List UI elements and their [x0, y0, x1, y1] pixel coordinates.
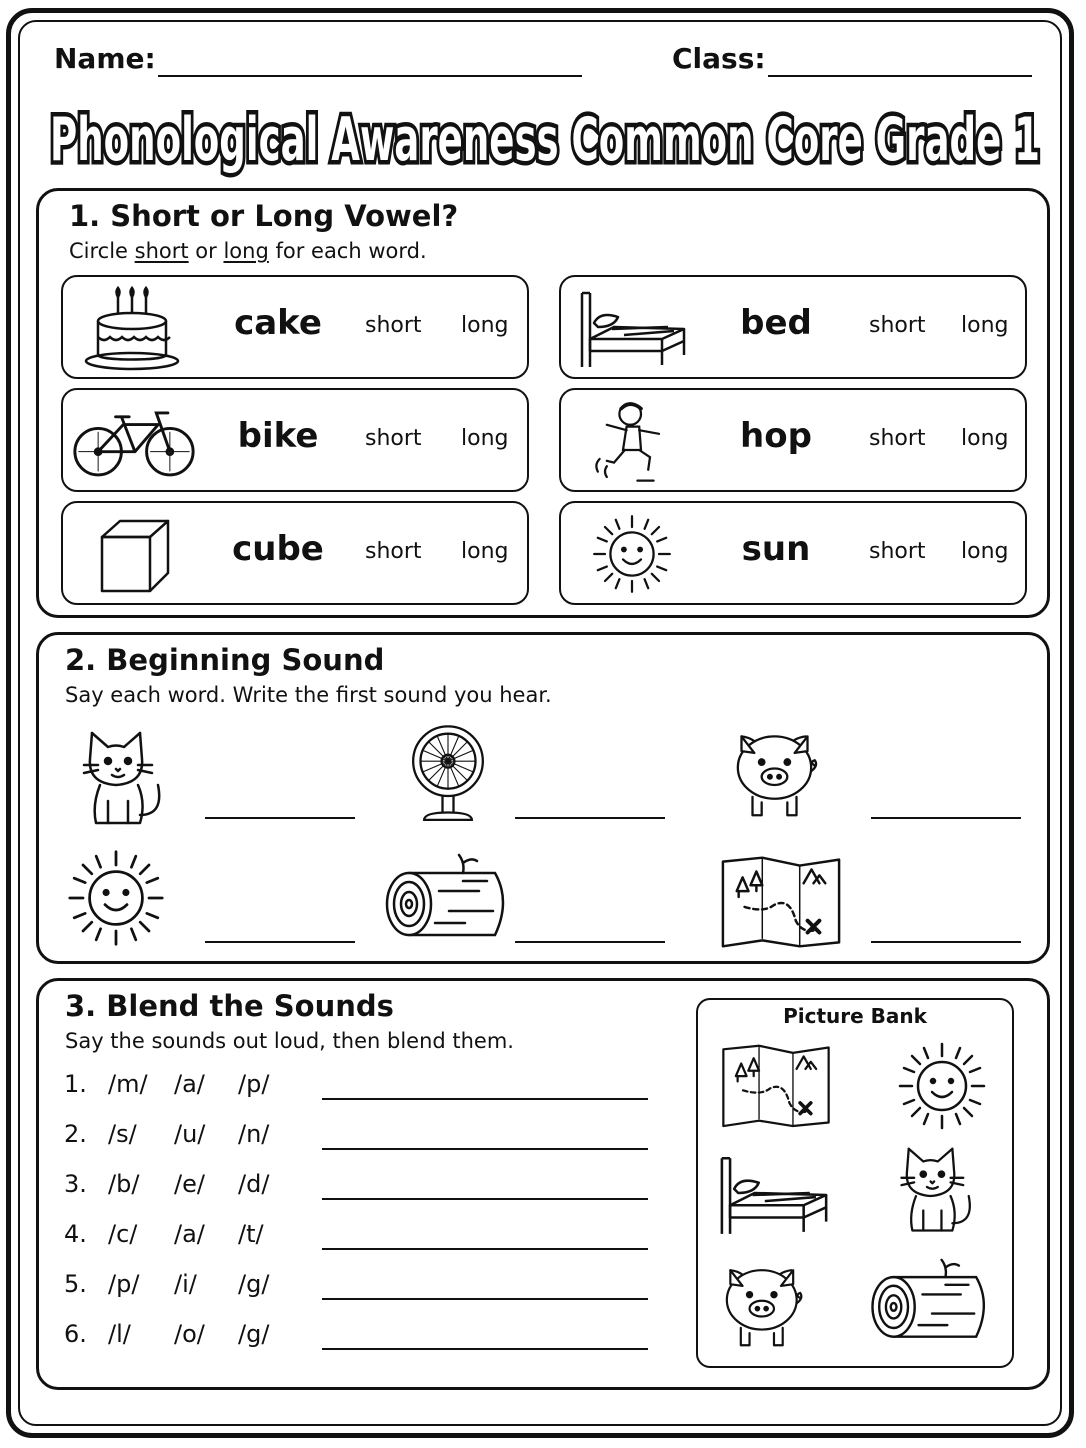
answer-line[interactable]: [871, 941, 1021, 943]
option-short[interactable]: short: [365, 426, 422, 451]
picture-bank-title: Picture Bank: [783, 1004, 927, 1028]
blend-row: [64, 1170, 664, 1210]
option-long[interactable]: long: [961, 426, 1009, 451]
word-hop: hop: [740, 416, 812, 456]
sound-1: /b/: [108, 1170, 140, 1198]
sound-1: /l/: [108, 1320, 131, 1348]
option-long[interactable]: long: [961, 313, 1009, 338]
word-bed: bed: [740, 303, 812, 343]
vowel-card-cube: [61, 501, 529, 605]
pig-icon: [712, 1258, 822, 1354]
row-number: 2.: [64, 1120, 87, 1148]
word-bike: bike: [237, 416, 319, 456]
sound-2: /u/: [174, 1120, 206, 1148]
sound-2: /a/: [174, 1220, 205, 1248]
sound-3: /t/: [238, 1220, 264, 1248]
sound-3: /d/: [238, 1170, 270, 1198]
class-field[interactable]: [768, 75, 1032, 77]
vowel-card-bike: [61, 388, 529, 492]
answer-line[interactable]: [322, 1198, 648, 1200]
section2-title: 2. Beginning Sound: [65, 643, 385, 677]
cake-icon: [71, 283, 197, 373]
option-long[interactable]: long: [961, 539, 1009, 564]
row-number: 5.: [64, 1270, 87, 1298]
option-long[interactable]: long: [461, 426, 509, 451]
sun-icon: [569, 509, 695, 599]
sound-1: /p/: [108, 1270, 140, 1298]
blend-row: [64, 1320, 664, 1360]
answer-line[interactable]: [205, 817, 355, 819]
answer-line[interactable]: [205, 941, 355, 943]
row-number: 6.: [64, 1320, 87, 1348]
map-icon: [717, 851, 845, 951]
bed-icon: [710, 1148, 836, 1240]
option-short[interactable]: short: [365, 313, 422, 338]
sound-3: /p/: [238, 1070, 270, 1098]
sound-2: /o/: [174, 1320, 205, 1348]
section1-instructions: Circle short or long for each word.: [69, 239, 427, 263]
section-short-long-vowel: [36, 188, 1050, 618]
sound-3: /n/: [238, 1120, 270, 1148]
fan-icon: [393, 719, 503, 829]
row-number: 3.: [64, 1170, 87, 1198]
class-label: Class:: [672, 42, 766, 75]
row-number: 4.: [64, 1220, 87, 1248]
name-field[interactable]: [158, 75, 582, 77]
sound-2: /i/: [174, 1270, 197, 1298]
sound-3: /g/: [238, 1320, 270, 1348]
vowel-card-cake: [61, 275, 529, 379]
blend-row: [64, 1220, 664, 1260]
sound-1: /m/: [108, 1070, 148, 1098]
option-short[interactable]: short: [869, 539, 926, 564]
sound-1: /c/: [108, 1220, 138, 1248]
vowel-card-sun: [559, 501, 1027, 605]
option-short[interactable]: short: [869, 426, 926, 451]
picture-bank: [696, 998, 1014, 1368]
answer-line[interactable]: [871, 817, 1021, 819]
sound-2: /e/: [174, 1170, 205, 1198]
answer-line[interactable]: [322, 1098, 648, 1100]
map-icon: [718, 1040, 834, 1130]
word-cake: cake: [234, 303, 322, 343]
vowel-card-bed: [559, 275, 1027, 379]
sound-1: /s/: [108, 1120, 137, 1148]
sound-3: /g/: [238, 1270, 270, 1298]
bike-icon: [71, 396, 197, 486]
blend-row: [64, 1120, 664, 1160]
pig-icon: [725, 719, 835, 829]
sun-icon: [61, 843, 171, 953]
section2-instructions: Say each word. Write the first sound you hear.: [65, 683, 552, 707]
answer-line[interactable]: [322, 1148, 648, 1150]
section3-title: 3. Blend the Sounds: [65, 989, 394, 1023]
cat-icon: [67, 719, 177, 829]
blend-row: [64, 1270, 664, 1310]
page-title-text: Phonological Awareness Common Core Grade 1: [50, 105, 1040, 175]
cube-icon: [71, 509, 197, 599]
bed-icon: [569, 283, 695, 373]
section3-instructions: Say the sounds out loud, then blend them.: [65, 1029, 514, 1053]
answer-line[interactable]: [322, 1298, 648, 1300]
option-long[interactable]: long: [461, 313, 509, 338]
hop-icon: [569, 396, 695, 486]
option-short[interactable]: short: [365, 539, 422, 564]
section-beginning-sound: [36, 632, 1050, 964]
word-sun: sun: [741, 529, 811, 569]
name-label: Name:: [54, 42, 156, 75]
vowel-card-hop: [559, 388, 1027, 492]
section1-title: 1. Short or Long Vowel?: [69, 199, 459, 233]
answer-line[interactable]: [322, 1248, 648, 1250]
sun-icon: [892, 1036, 992, 1136]
blend-row: [64, 1070, 664, 1110]
sound-2: /a/: [174, 1070, 205, 1098]
word-cube: cube: [232, 529, 324, 569]
cat-icon: [890, 1136, 982, 1236]
log-icon: [862, 1256, 1002, 1352]
page-title: [40, 96, 1050, 180]
answer-line[interactable]: [322, 1348, 648, 1350]
row-number: 1.: [64, 1070, 87, 1098]
answer-line[interactable]: [515, 817, 665, 819]
option-long[interactable]: long: [461, 539, 509, 564]
log-icon: [379, 851, 519, 951]
option-short[interactable]: short: [869, 313, 926, 338]
answer-line[interactable]: [515, 941, 665, 943]
